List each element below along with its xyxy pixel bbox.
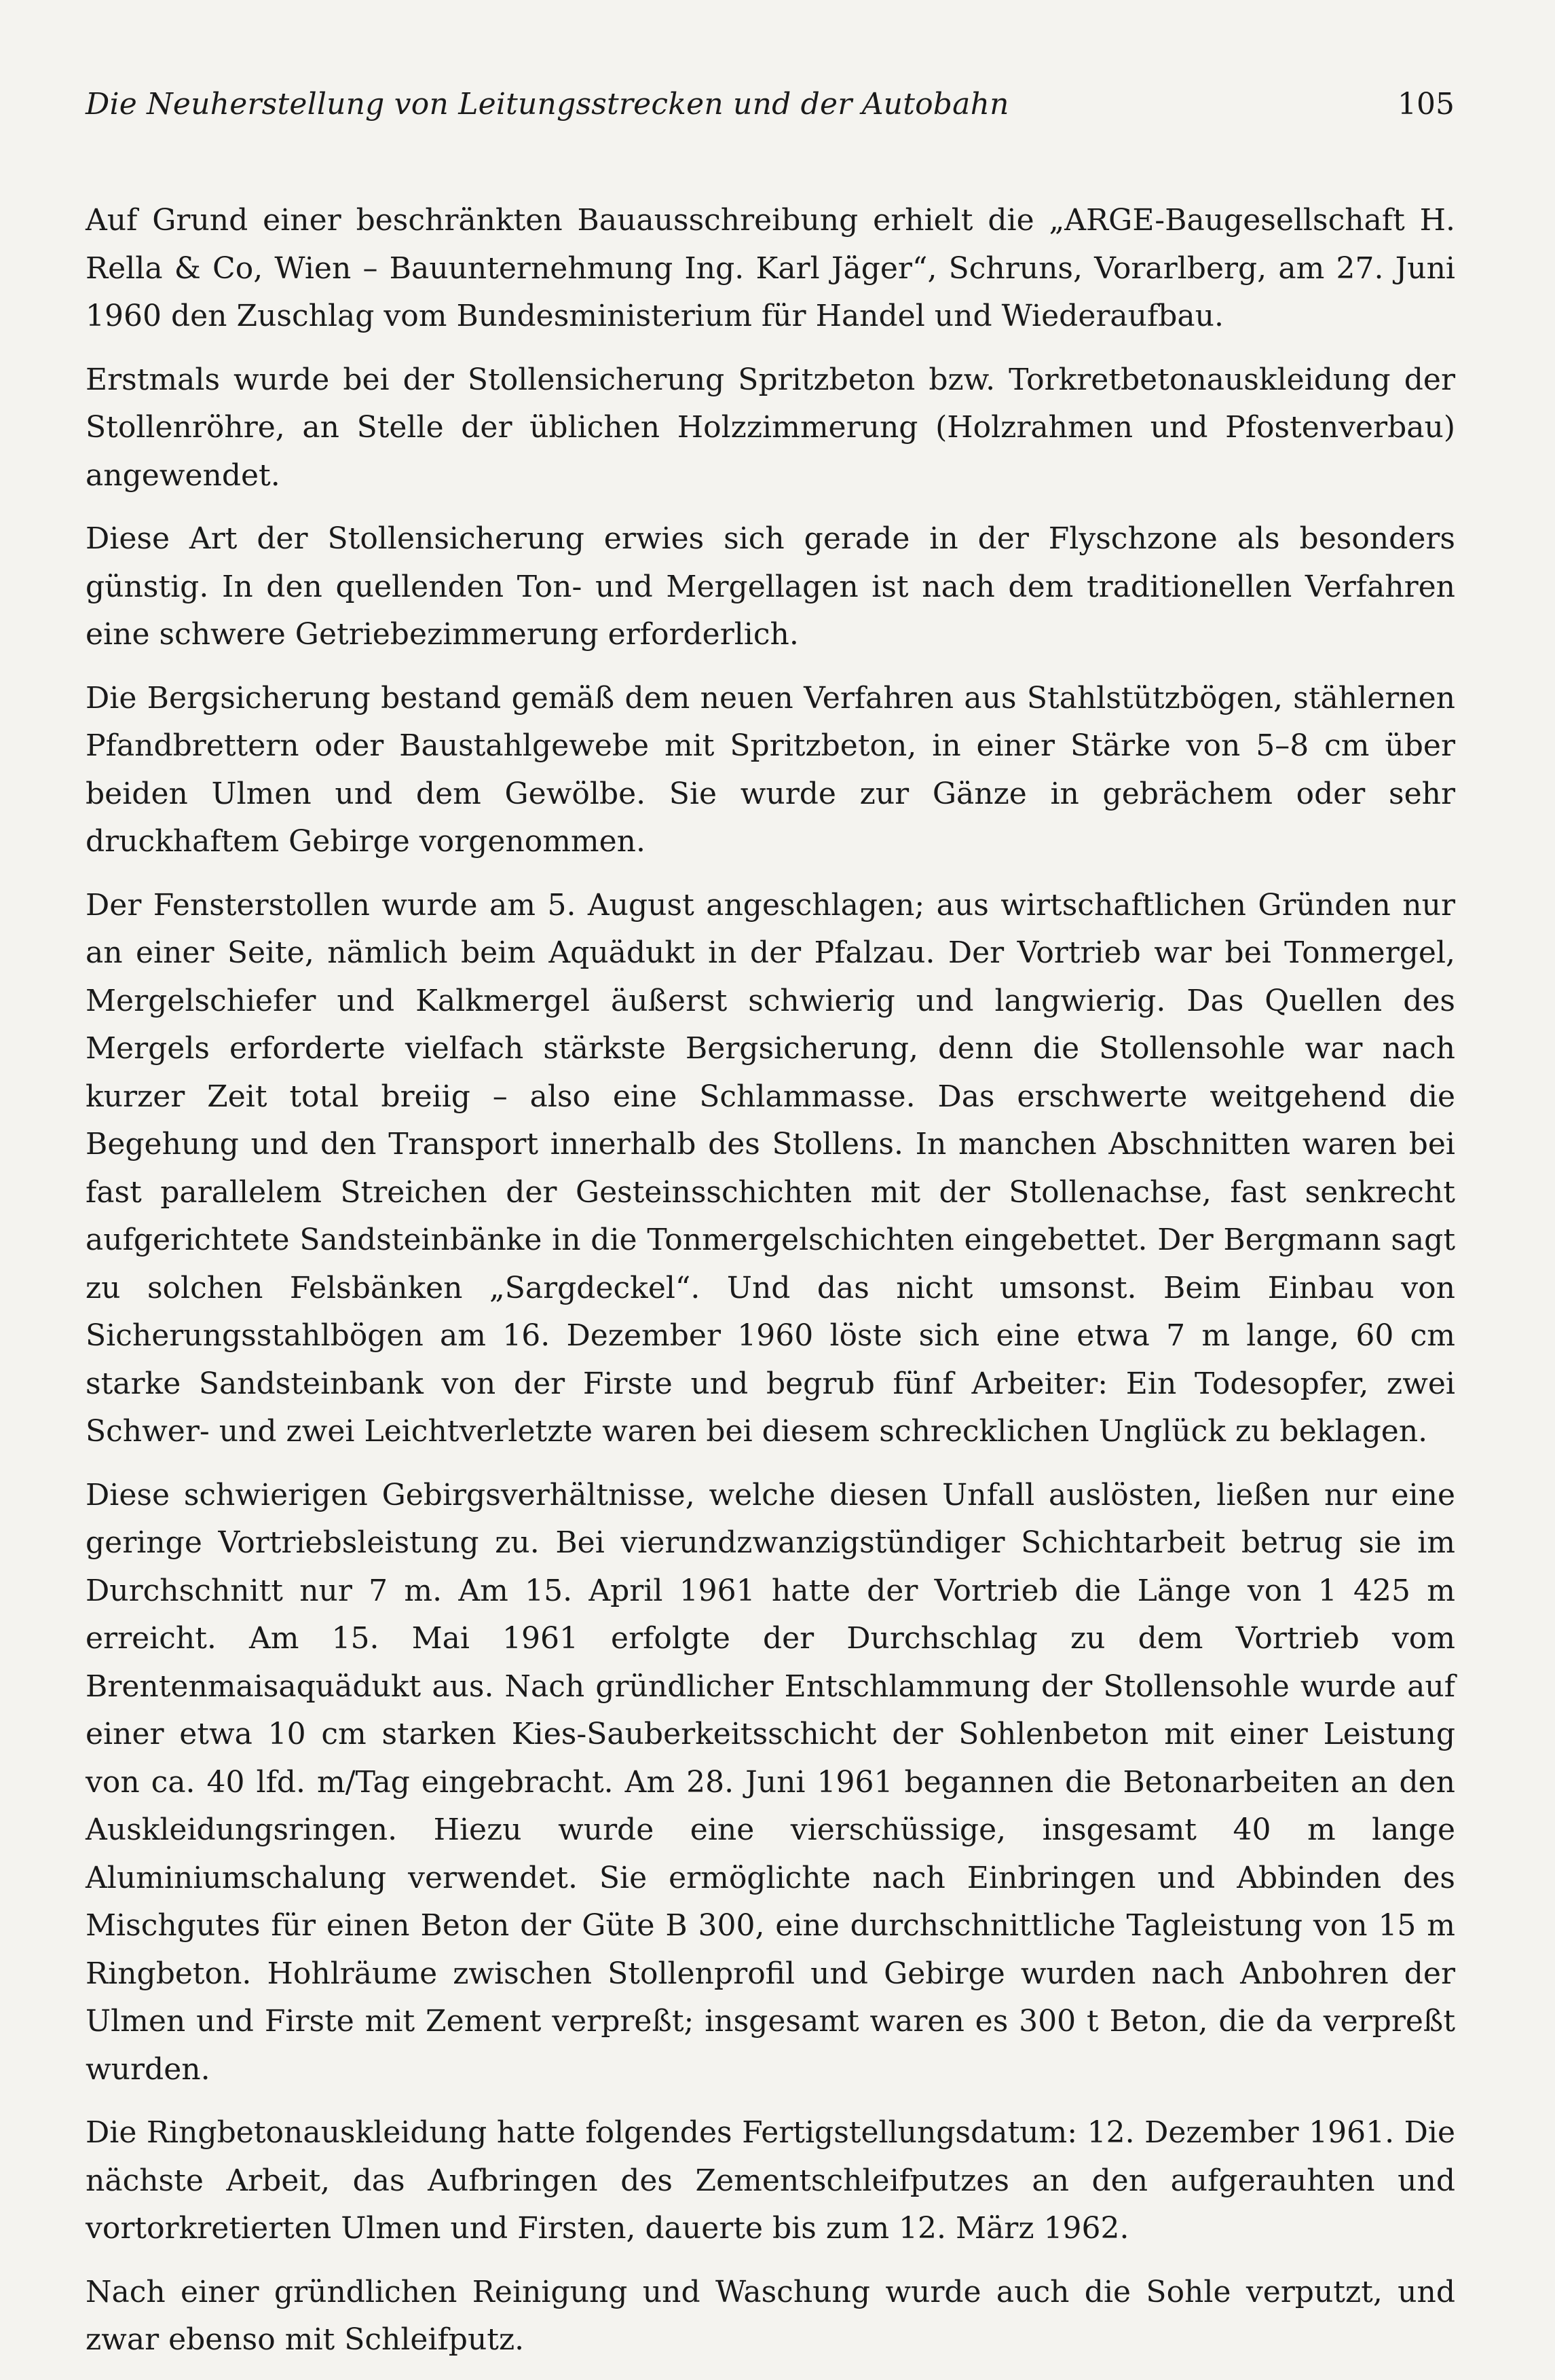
body-text [86, 197, 1455, 2380]
running-title: Die Neuherstellung von Leitungsstrecken und der Autobahn [86, 87, 1009, 122]
paragraph-floor-plaster: Nach einer gründlichen Reinigung und Waschung wurde auch die Sohle verputzt, und zwar ebenso mit Schleifputz. [86, 2274, 1455, 2357]
paragraph-driving-progress: Diese schwierigen Gebirgsverhältnisse, welche diesen Unfall auslösten, ließen nur eine geringe Vortriebsleistung zu. Bei vierundzwanzigstündiger Schichtarbeit betrug sie im Durchschnitt nur 7 m. Am 15. April 1961 hatte der Vortrieb die Länge von 1 425 m erreicht. Am 15. Mai 1961 erfolgte der Durchschlag zu dem Vortrieb vom Brentenmaisaquädukt aus. Nach gründlicher Entschlammung der Stollensohle wurde auf einer etwa 10 cm starken Kies-Sauberkeitsschicht der Sohlenbeton mit einer Leistung von ca. 40 lfd. m/Tag eingebracht. Am 28. Juni 1961 begannen die Betonarbeiten an den Auskleidungsringen. Hiezu wurde eine vierschüssige, insgesamt 40 m lange Aluminiumschalung verwendet. Sie ermöglichte nach Einbringen und Abbinden des Mischgutes für einen Beton der Güte B 300, eine durchschnittliche Tagleistung von 15 m Ringbeton. Hohlräume zwischen Stollenprofil und Gebirge wurden nach Anbohren der Ulmen und Firste mit Zement verpreßt; insgesamt waren es 300 t Beton, die da verpreßt wurden. [86, 1477, 1455, 2087]
paragraph-shotcrete: Erstmals wurde bei der Stollensicherung Spritzbeton bzw. Torkretbetonauskleidung der Stollenröhre, an Stelle der üblichen Holzzimmerung (Holzrahmen und Pfostenverbau) angewendet. [86, 362, 1455, 493]
page-number: 105 [1398, 87, 1455, 122]
paragraph-award: Auf Grund einer beschränkten Bauausschreibung erhielt die „ARGE-Baugesellschaft H. Rella & Co, Wien – Bauunternehmung Ing. Karl Jäger“, Schruns, Vorarlberg, am 27. Juni 1960 den Zuschlag vom Bundesministerium für Handel und Wiederaufbau. [86, 203, 1455, 333]
paragraph-flysch-zone: Diese Art der Stollensicherung erwies sich gerade in der Flyschzone als besonders günstig. In den quellenden Ton- und Mergellagen ist nach dem traditionellen Verfahren eine schwere Getriebezimmerung erforderlich. [86, 521, 1455, 652]
paragraph-ring-lining: Die Ringbetonauskleidung hatte folgendes Fertigstellungsdatum: 12. Dezember 1961. Die nächste Arbeit, das Aufbringen des Zementschleifputzes an den aufgerauhten und vortorkretierten Ulmen und Firsten, dauerte bis zum 12. März 1962. [86, 2115, 1455, 2246]
paragraph-rock-support: Die Bergsicherung bestand gemäß dem neuen Verfahren aus Stahlstützbögen, stählernen Pfandbrettern oder Baustahlgewebe mit Spritzbeton, in einer Stärke von 5–8 cm über beiden Ulmen und dem Gewölbe. Sie wurde zur Gänze in gebrächem oder sehr druckhaftem Gebirge vorgenommen. [86, 680, 1455, 859]
paragraph-window-tunnel: Der Fensterstollen wurde am 5. August angeschlagen; aus wirtschaftlichen Gründen nur an einer Seite, nämlich beim Aquädukt in der Pfalzau. Der Vortrieb war bei Tonmergel, Mergelschiefer und Kalkmergel äußerst schwierig und langwierig. Das Quellen des Mergels erforderte vielfach stärkste Bergsicherung, denn die Stollensohle war nach kurzer Zeit total breiig – also eine Schlammasse. Das erschwerte weitgehend die Begehung und den Transport innerhalb des Stollens. In manchen Abschnitten waren bei fast parallelem Streichen der Gesteinsschichten mit der Stollenachse, fast senkrecht aufgerichtete Sandsteinbänke in die Tonmergelschichten eingebettet. Der Bergmann sagt zu solchen Felsbänken „Sargdeckel“. Und das nicht umsonst. Beim Einbau von Sicherungsstahlbögen am 16. Dezember 1960 löste sich eine etwa 7 m lange, 60 cm starke Sandsteinbank von der Firste und begrub fünf Arbeiter: Ein Todesopfer, zwei Schwer- und zwei Leichtverletzte waren bei diesem schrecklichen Unglück zu beklagen. [86, 887, 1455, 1449]
running-head [86, 87, 1455, 134]
